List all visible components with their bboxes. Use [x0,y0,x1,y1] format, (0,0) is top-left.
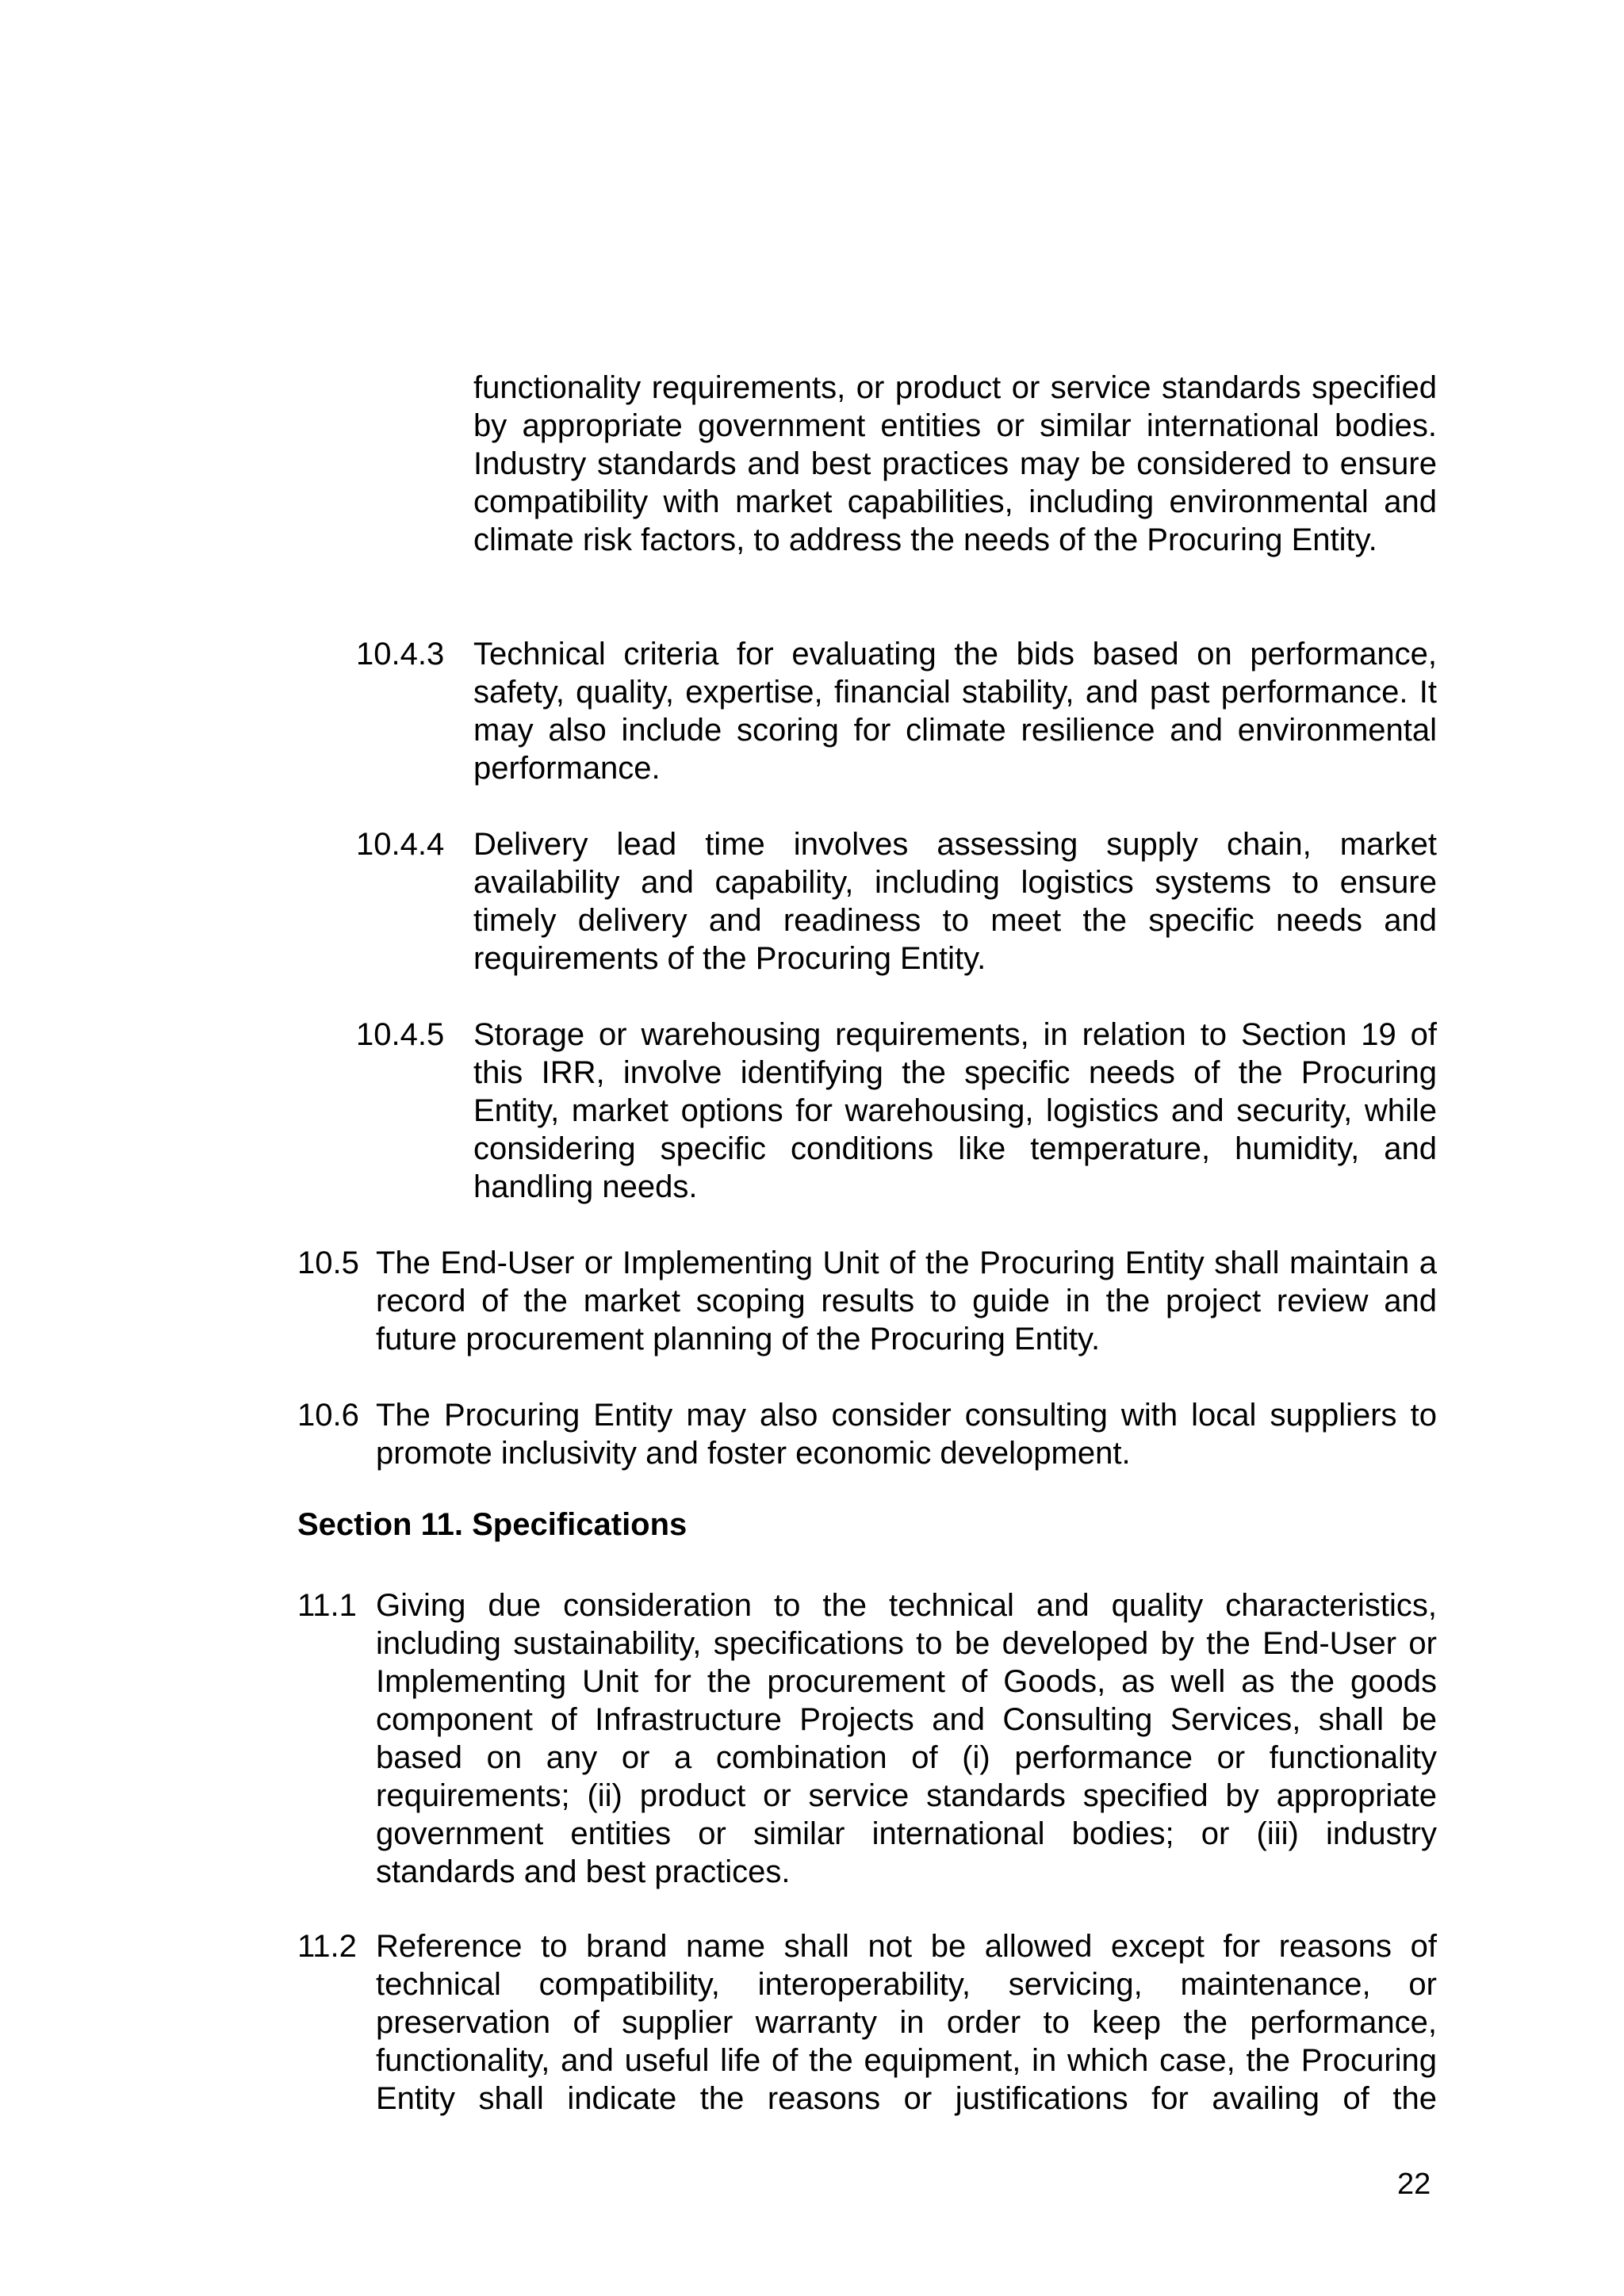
page-number: 22 [1397,2168,1431,2201]
item-paragraph: Technical criteria for evaluating the bids based on performance, safety, quality, expertise, financial stability, and past performance. It may also include scoring for climate resilience and environmental performance. [473,637,1437,786]
item-paragraph: The Procuring Entity may also consider consulting with local suppliers to promote inclusivity and foster economic development. [376,1398,1437,1471]
item-number: 10.5 [297,1246,359,1280]
continuation-paragraph: functionality requirements, or product or service standards specified by appropriate government entities or similar international bodies. Industry standards and best practices may be considered to ensure compatibility with market capabilities, including environmental and climate risk factors, to address the needs of the Procuring Entity. [473,370,1437,557]
item-number: 10.4.4 [356,827,445,862]
item-paragraph: Storage or warehousing requirements, in relation to Section 19 of this IRR, involve identifying the specific needs of the Procuring Entity, market options for warehousing, logistics and security, while considering specific conditions like temperature, humidity, and handling needs. [473,1017,1437,1204]
item-number: 10.4.5 [356,1017,445,1052]
section-heading: Section 11. Specifications [297,1507,688,1542]
item-number: 10.4.3 [356,637,445,672]
section-item-number: 11.1 [297,1588,357,1623]
item-paragraph: The End-User or Implementing Unit of the Procuring Entity shall maintain a record of the market scoping results to guide in the project review and future procurement planning of the Procuring Entity. [376,1246,1437,1357]
item-number: 10.6 [297,1398,359,1433]
section-item-number: 11.2 [297,1929,357,1964]
section-item-paragraph: Giving due consideration to the technical and quality characteristics, including sustainability, specifications to be developed by the End-User or Implementing Unit for the procurement of Goods, as well as the goods component of Infrastructure Projects and Consulting Services, shall be based on any or a combination of (i) performance or functionality requirements; (ii) product or service standards specified by appropriate government entities or similar international bodies; or (iii) industry standards and best practices. [376,1588,1437,1889]
section-item-paragraph: Reference to brand name shall not be allowed except for reasons of technical compatibility, interoperability, servicing, maintenance, or preservation of supplier warranty in order to keep the performance, functionality, and useful life of the equipment, in which case, the Procuring Entity shall indicate the reasons or justifications for availing of the [376,1929,1437,2116]
item-paragraph: Delivery lead time involves assessing supply chain, market availability and capability, including logistics systems to ensure timely delivery and readiness to meet the specific needs and requirements of the Procuring Entity. [473,827,1437,976]
